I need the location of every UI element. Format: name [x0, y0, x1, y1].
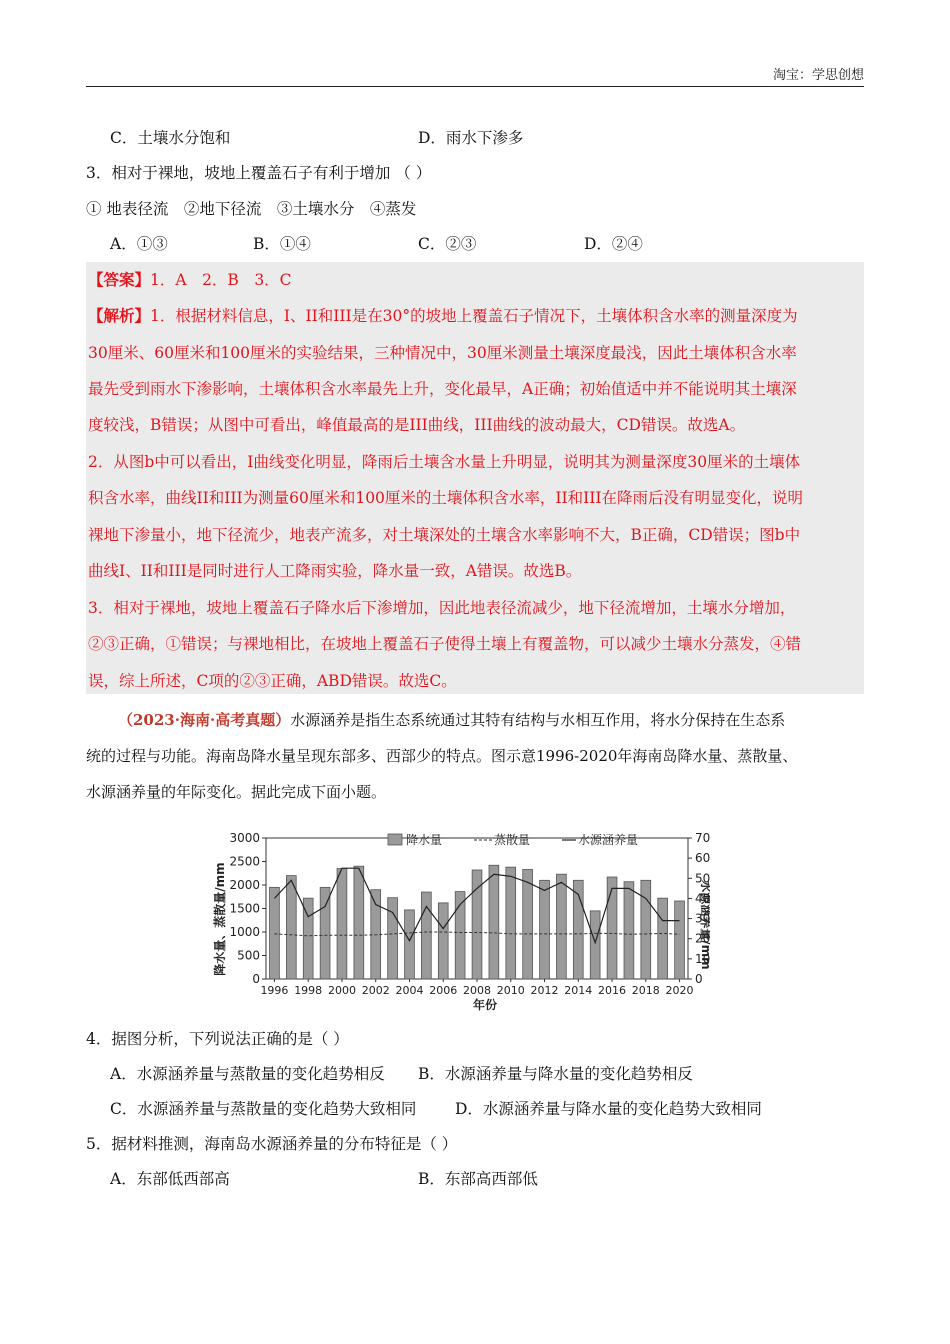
- y-right-tick-label: 20: [695, 931, 710, 946]
- q4-option-d: D．水源涵养量与降水量的变化趋势大致相同: [455, 1100, 762, 1118]
- precipitation-bar: [540, 880, 550, 979]
- x-tick-label: 2012: [530, 984, 559, 997]
- y-right-label: 水源涵养量/mm: [699, 880, 710, 970]
- answer-text: 1．A 2．B 3．C: [150, 271, 292, 289]
- q3-option-d: D．②④: [584, 235, 643, 253]
- precipitation-bar: [658, 898, 668, 979]
- precipitation-bar: [641, 880, 651, 979]
- q3-option-c: C．②③: [418, 235, 477, 253]
- y-left-label: 降水量、蒸散量/mm: [213, 862, 227, 976]
- passage-line-3: 水源涵养量的年际变化。据此完成下面小题。: [86, 783, 387, 801]
- precipitation-bar: [624, 882, 634, 979]
- q3-option-a: A．①③: [110, 235, 168, 253]
- answer-label: 【答案】: [88, 270, 151, 289]
- x-tick-label: 2002: [361, 984, 390, 997]
- precipitation-bar: [421, 892, 431, 979]
- q5-stem: 5．据材料推测，海南岛水源涵养量的分布特征是（ ）: [86, 1135, 458, 1153]
- x-tick-label: 2006: [429, 984, 458, 997]
- q4-option-b: B．水源涵养量与降水量的变化趋势相反: [418, 1065, 693, 1083]
- precipitation-bar: [506, 867, 516, 979]
- analysis-line-8: 曲线I、II和III是同时进行人工降雨实验，降水量一致，A错误。故选B。: [88, 562, 582, 580]
- y-right-tick-label: 70: [695, 831, 710, 845]
- analysis-label: 【解析】: [88, 306, 151, 325]
- x-tick-label: 2020: [665, 984, 694, 997]
- analysis-line-5: 2．从图b中可以看出，I曲线变化明显，降雨后土壤含水量上升明显，说明其为测量深度30厘米的土壤体: [88, 453, 801, 471]
- analysis-line-2: 30厘米、60厘米和100厘米的实验结果，三种情况中，30厘米测量土壤深度最浅，因此土壤体积含水率: [88, 344, 797, 362]
- y-right-tick-label: 40: [695, 891, 710, 906]
- precipitation-bar: [438, 903, 448, 979]
- y-left-tick-label: 2000: [229, 878, 260, 892]
- header-text: 淘宝：学思创想: [772, 68, 864, 83]
- hainan-water-chart: [210, 826, 710, 1016]
- y-left-tick-label: 1000: [229, 925, 260, 939]
- y-left-tick-label: 500: [237, 948, 260, 963]
- q3-option-b: B．①④: [253, 235, 311, 253]
- x-tick-label: 2016: [598, 984, 627, 997]
- q3-stem: 3．相对于裸地，坡地上覆盖石子有利于增加 （ ）: [86, 164, 432, 182]
- x-tick-label: 2008: [463, 984, 491, 997]
- passage-line-1: [118, 710, 785, 730]
- q5-option-a: A．东部低西部高: [110, 1170, 230, 1188]
- x-tick-label: 2000: [327, 984, 356, 997]
- header-rule: [86, 86, 864, 87]
- passage-line-2: 统的过程与功能。海南岛降水量呈现东部多、西部少的特点。图示意1996-2020年海南岛降水量、蒸散量、: [86, 747, 798, 765]
- precipitation-bar: [320, 887, 330, 979]
- x-tick-label: 1998: [294, 984, 323, 997]
- q4-stem: 4．据图分析，下列说法正确的是（ ）: [86, 1030, 349, 1048]
- precipitation-bar: [286, 876, 296, 979]
- y-left-tick-label: 0: [252, 972, 260, 986]
- x-tick-label: 2004: [395, 984, 424, 997]
- legend-water-label: 水源涵养量: [578, 833, 639, 847]
- analysis-line-10: ②③正确，①错误；与裸地相比，在坡地上覆盖石子使得土壤上有覆盖物，可以减少土壤水分蒸发，④错: [88, 635, 802, 653]
- precipitation-bar: [590, 911, 600, 979]
- x-tick-label: 2010: [496, 984, 525, 997]
- q4-option-a: A．水源涵养量与蒸散量的变化趋势相反: [110, 1065, 385, 1083]
- passage-text-1: 水源涵养是指生态系统通过其特有结构与水相互作用，将水分保持在生态系: [290, 711, 786, 729]
- passage-source: （2023·海南·高考真题）: [118, 711, 291, 729]
- analysis-line-6: 积含水率，曲线II和III为测量60厘米和100厘米的土壤体积含水率，II和III在降雨后没有明显变化，说明: [88, 489, 804, 507]
- analysis-line-11: 误，综上所述，C项的②③正确，ABD错误。故选C。: [88, 672, 457, 690]
- analysis-line-3: 最先受到雨水下渗影响，土壤体积含水率最先上升，变化最早，A正确；初始值适中并不能说明其土壤深: [88, 380, 797, 398]
- x-axis-label: 年份: [472, 998, 498, 1012]
- analysis-text: 1．根据材料信息，I、II和III是在30°的坡地上覆盖石子情况下，土壤体积含水率的测量深度为: [150, 307, 798, 325]
- legend-evap-label: 蒸散量: [494, 833, 531, 847]
- precipitation-bar: [675, 901, 685, 979]
- y-right-tick-label: 10: [695, 951, 710, 966]
- answer-block: [86, 262, 864, 694]
- q2-option-d: D．雨水下渗多: [418, 129, 524, 147]
- y-right-tick-label: 0: [695, 972, 703, 986]
- q3-items: ① 地表径流 ②地下径流 ③土壤水分 ④蒸发: [86, 200, 417, 218]
- precipitation-bar: [607, 877, 617, 979]
- precipitation-bar: [388, 898, 398, 979]
- q5-option-b: B．东部高西部低: [418, 1170, 538, 1188]
- y-left-tick-label: 1500: [229, 901, 260, 916]
- x-tick-label: 2014: [564, 984, 593, 997]
- analysis-line-9: 3．相对于裸地，坡地上覆盖石子降水后下渗增加，因此地表径流减少，地下径流增加，土壤水分增加，: [88, 599, 796, 617]
- analysis-line-7: 裸地下渗量小，地下径流少，地表产流多，对土壤深处的土壤含水率影响不大，B正确，CD错误；图b中: [88, 526, 801, 544]
- precipitation-bar: [270, 887, 280, 979]
- precipitation-bar: [354, 866, 364, 979]
- x-tick-label: 1996: [260, 984, 289, 997]
- analysis-line-4: 度较浅，B错误；从图中可看出，峰值最高的是III曲线，III曲线的波动最大，CD错误。故选A。: [88, 416, 746, 434]
- precipitation-bar: [405, 910, 415, 979]
- y-right-tick-label: 50: [695, 871, 710, 886]
- chart-container: [210, 826, 710, 1016]
- answer-line: [88, 270, 292, 290]
- y-left-tick-label: 3000: [229, 831, 260, 845]
- precipitation-bar: [523, 869, 533, 979]
- precipitation-bar: [489, 865, 499, 979]
- precipitation-bar: [557, 874, 567, 979]
- y-left-tick-label: 2500: [229, 854, 260, 869]
- analysis-line-1: [88, 306, 798, 326]
- q4-option-c: C．水源涵养量与蒸散量的变化趋势大致相同: [110, 1100, 417, 1118]
- q2-option-c: C．土壤水分饱和: [110, 129, 231, 147]
- legend-precipitation-swatch: [388, 834, 402, 845]
- precipitation-bar: [337, 869, 347, 979]
- y-right-tick-label: 30: [695, 911, 710, 926]
- y-right-tick-label: 60: [695, 851, 710, 866]
- x-tick-label: 2018: [631, 984, 660, 997]
- legend-precipitation-label: 降水量: [406, 833, 443, 847]
